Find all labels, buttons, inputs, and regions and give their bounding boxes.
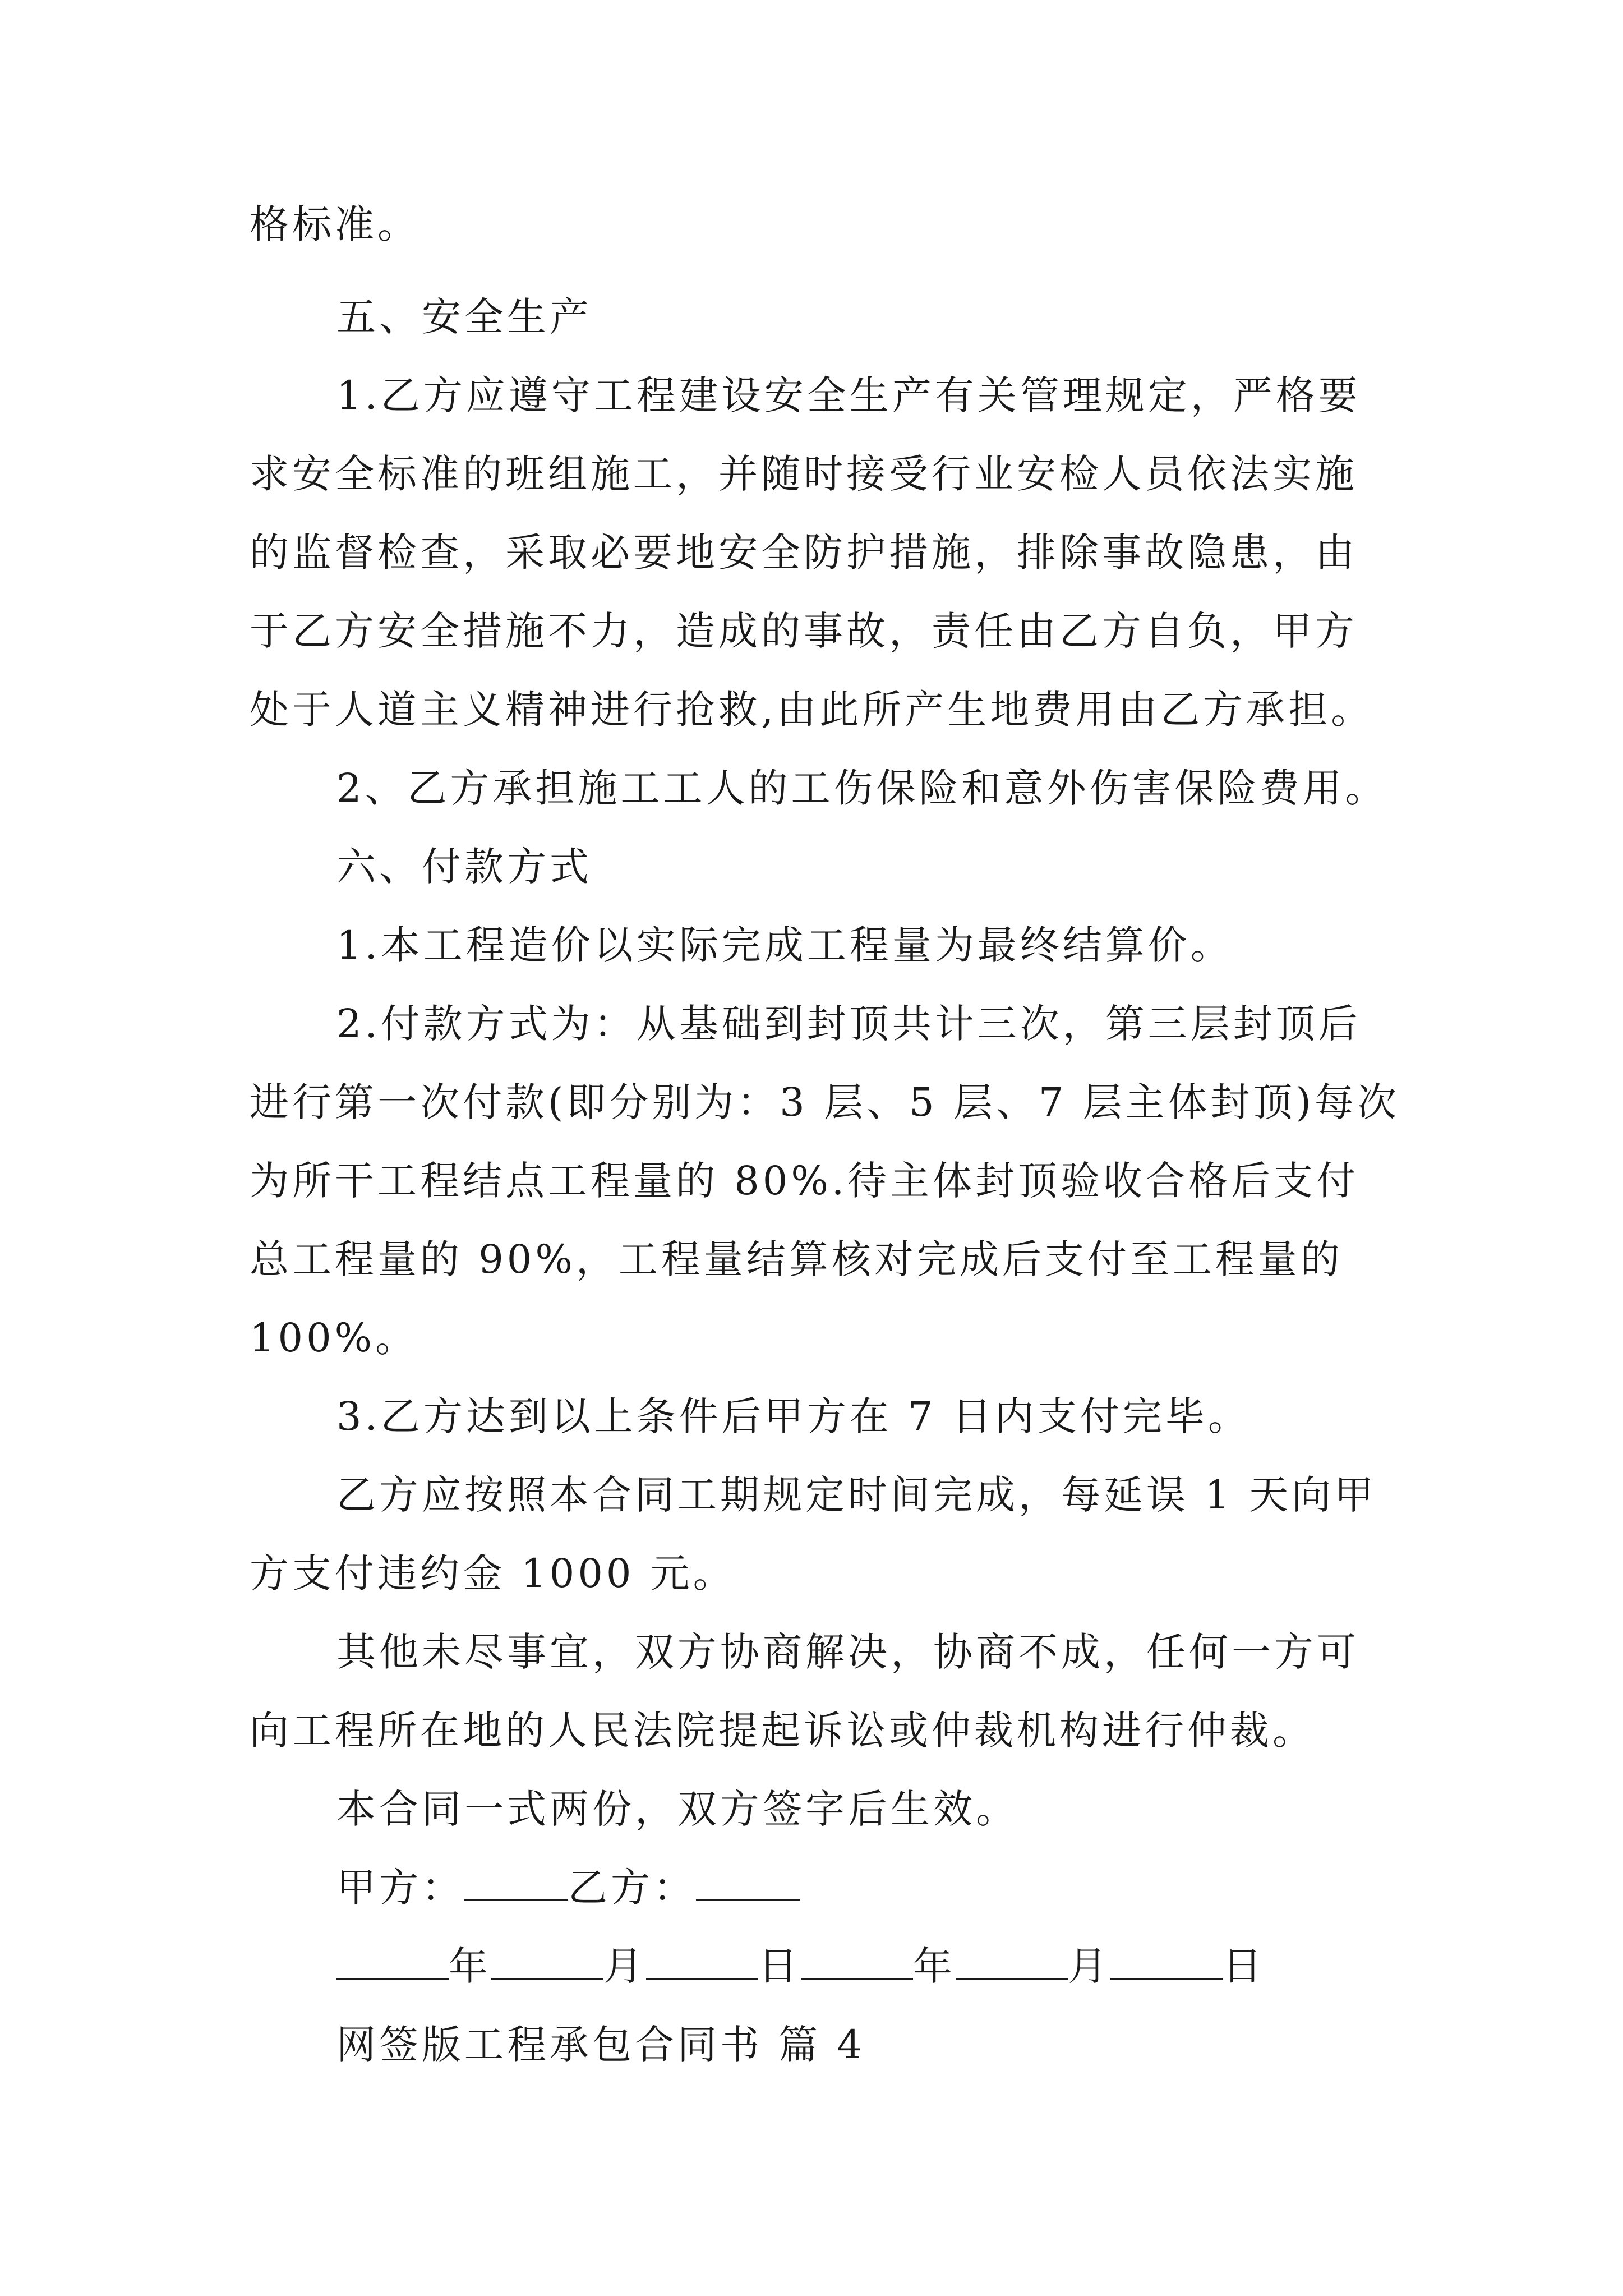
paragraph-line: 3.乙方达到以上条件后甲方在 7 日内支付完毕。: [336, 1393, 1251, 1439]
paragraph-line: 100%。: [250, 1315, 418, 1361]
next-section-heading: 网签版工程承包合同书 篇 4: [336, 2022, 866, 2068]
month-label: 月: [603, 1943, 646, 1989]
party-b-year-blank[interactable]: [801, 1943, 913, 1980]
year-label: 年: [449, 1943, 491, 1989]
party-b-month-blank[interactable]: [956, 1943, 1068, 1980]
party-a-signature-blank[interactable]: [464, 1865, 568, 1901]
party-b-day-blank[interactable]: [1110, 1943, 1223, 1980]
paragraph-line: 为所干工程结点工程量的 80%.待主体封顶验收合格后支付: [250, 1158, 1359, 1204]
paragraph-line: 求安全标准的班组施工，并随时接受行业安检人员依法实施: [250, 451, 1358, 497]
paragraph-line: 2.付款方式为：从基础到封顶共计三次，第三层封顶后: [336, 1001, 1361, 1047]
year-label: 年: [913, 1943, 956, 1989]
paragraph-line: 进行第一次付款(即分别为：3 层、5 层、7 层主体封顶)每次: [250, 1079, 1400, 1125]
paragraph-line: 2、乙方承担施工工人的工伤保险和意外伤害保险费用。: [336, 765, 1388, 811]
section-heading-safety: 五、安全生产: [336, 294, 592, 340]
party-a-year-blank[interactable]: [336, 1943, 449, 1980]
paragraph-line: 格标准。: [250, 201, 420, 247]
paragraph-line: 其他未尽事宜，双方协商解决，协商不成，任何一方可: [336, 1629, 1359, 1675]
paragraph-line: 本合同一式两份，双方签字后生效。: [336, 1786, 1018, 1832]
paragraph-line: 于乙方安全措施不力，造成的事故，责任由乙方自负，甲方: [250, 608, 1358, 654]
paragraph-line: 1.本工程造价以实际完成工程量为最终结算价。: [336, 922, 1233, 968]
paragraph-line: 总工程量的 90%，工程量结算核对完成后支付至工程量的: [250, 1236, 1343, 1282]
party-a-label: 甲方：: [336, 1865, 464, 1911]
day-label: 日: [758, 1943, 801, 1989]
paragraph-line: 的监督检查，采取必要地安全防护措施，排除事故隐患，由: [250, 530, 1358, 576]
party-b-label: 乙方：: [568, 1865, 696, 1911]
paragraph-line: 方支付违约金 1000 元。: [250, 1550, 736, 1596]
paragraph-line: 1.乙方应遵守工程建设安全生产有关管理规定，严格要: [336, 372, 1361, 418]
paragraph-line: 处于人道主义精神进行抢救,由此所产生地费用由乙方承担。: [250, 687, 1374, 733]
paragraph-line: 向工程所在地的人民法院提起诉讼或仲裁机构进行仲裁。: [250, 1708, 1315, 1754]
day-label: 日: [1223, 1943, 1265, 1989]
signature-parties-line: [336, 1862, 800, 1913]
signature-dates-line: [336, 1941, 1265, 1991]
month-label: 月: [1068, 1943, 1110, 1989]
paragraph-line: 乙方应按照本合同工期规定时间完成，每延误 1 天向甲: [336, 1472, 1377, 1518]
section-heading-payment: 六、付款方式: [336, 844, 592, 890]
party-a-month-blank[interactable]: [491, 1943, 603, 1980]
party-a-day-blank[interactable]: [646, 1943, 758, 1980]
party-b-signature-blank[interactable]: [696, 1865, 800, 1901]
